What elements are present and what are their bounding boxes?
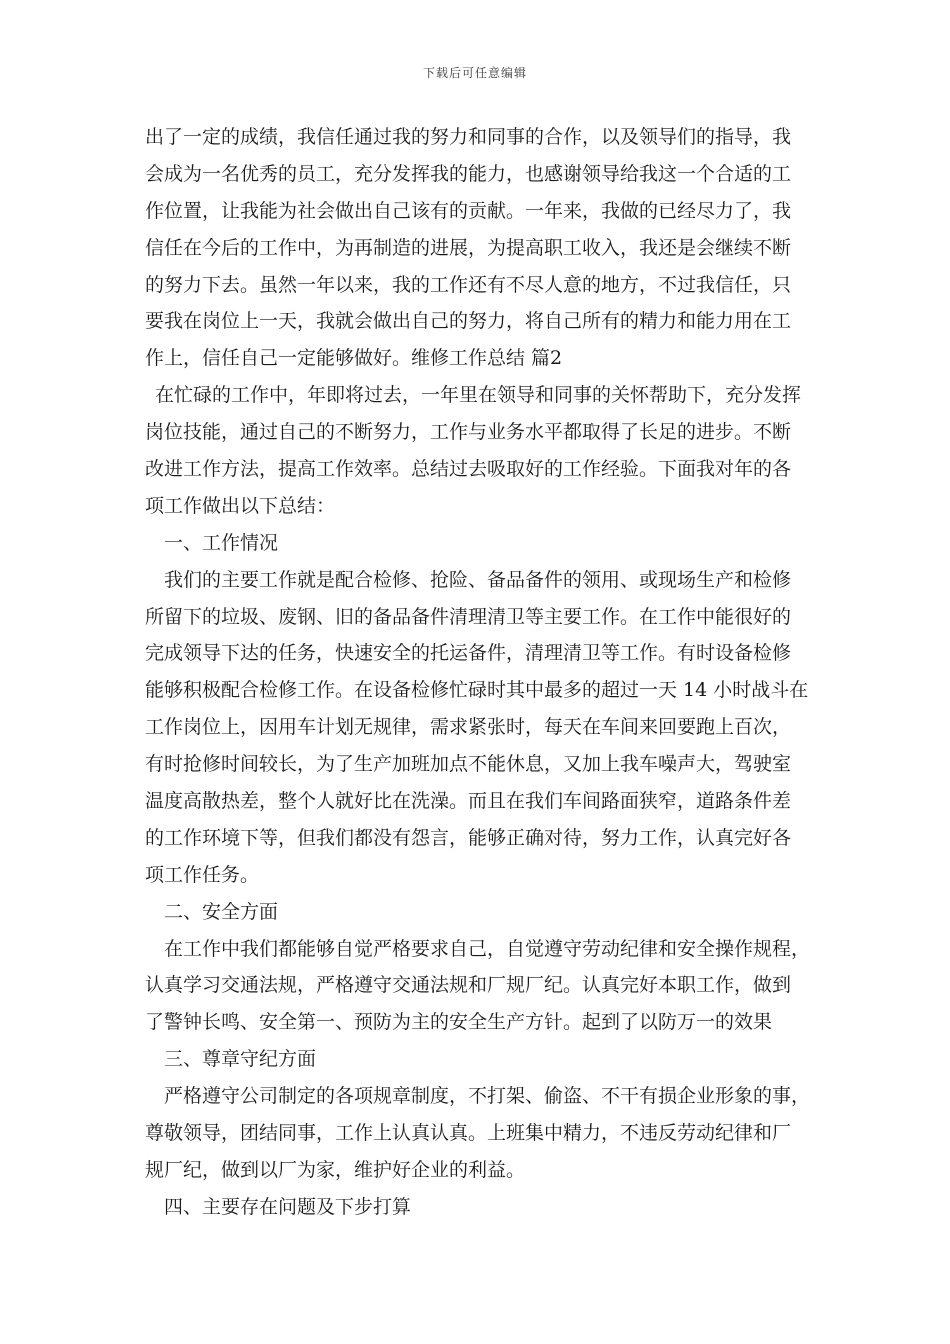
text-line: 出了一定的成绩，我信任通过我的努力和同事的合作，以及领导们的指导，我: [145, 126, 792, 148]
text-line: 三、尊章守纪方面: [164, 1048, 317, 1071]
text-line: 认真学习交通法规，严格遵守交通法规和厂规厂纪。认真完好本职工作，做到: [145, 974, 792, 997]
text-line: 严格遵守公司制定的各项规章制度，不打架、偷盗、不干有损企业形象的事，: [164, 1085, 811, 1108]
text-line: 能够积极配合检修工作。在设备检修忙碌时其中最多的超过一天 14 小时战斗在: [145, 679, 809, 702]
document-body: [145, 119, 815, 1226]
text-line: 的努力下去。虽然一年以来，我的工作还有不尽人意的地方，不过我信任，只: [145, 273, 792, 296]
text-line: 信任在今后的工作中，为再制造的进展，为提高职工收入，我还是会继续不断: [145, 236, 792, 259]
text-line: 四、主要存在问题及下步打算: [164, 1195, 412, 1218]
text-line: 在工作中我们都能够自觉严格要求自己，自觉遵守劳动纪律和安全操作规程，: [164, 937, 811, 960]
text-line: 完成领导下达的任务，快速安全的托运备件，清理清卫等工作。有时设备检修: [145, 642, 792, 665]
text-line: 所留下的垃圾、废钢、旧的备品备件清理清卫等主要工作。在工作中能很好的: [145, 605, 792, 628]
text-line: 项工作做出以下总结：: [145, 494, 336, 517]
text-line: 作位置，让我能为社会做出自己该有的贡献。一年来，我做的已经尽力了，我: [145, 199, 792, 222]
text-line: 尊敬领导，团结同事，工作上认真认真。上班集中精力，不违反劳动纪律和厂: [145, 1122, 792, 1145]
text-line: 的工作环境下等，但我们都没有怨言，能够正确对待，努力工作，认真完好各: [145, 826, 792, 849]
text-line: 温度高散热差，整个人就好比在洗澡。而且在我们车间路面狭窄，道路条件差: [145, 790, 792, 813]
text-line: 规厂纪，做到以厂为家，维护好企业的利益。: [145, 1158, 526, 1181]
text-line: 工作岗位上，因用车计划无规律，需求紧张时，每天在车间来回要跑上百次，: [145, 716, 792, 739]
text-line: 一、工作情况: [164, 531, 279, 554]
text-line: 了警钟长鸣、安全第一、预防为主的安全生产方针。起到了以防万一的效果: [145, 1011, 773, 1034]
text-line: 会成为一名优秀的员工，充分发挥我的能力，也感谢领导给我这一个合适的工: [145, 162, 792, 185]
text-line: 岗位技能，通过自己的不断努力，工作与业务水平都取得了长足的进步。不断: [145, 421, 792, 444]
text-line: 项工作任务。: [145, 863, 260, 886]
text-line: 改进工作方法，提高工作效率。总结过去吸取好的工作经验。下面我对年的各: [145, 458, 792, 481]
text-line: 要我在岗位上一天，我就会做出自己的努力，将自己所有的精力和能力用在工: [145, 310, 792, 333]
text-line: 二、安全方面: [164, 900, 279, 923]
text-line: 作上，信任自己一定能够做好。维修工作总结 篇2: [145, 347, 563, 370]
page-header: 下载后可任意编辑: [422, 66, 527, 80]
text-line: 有时抢修时间较长，为了生产加班加点不能休息，又加上我车噪声大，驾驶室: [145, 753, 792, 776]
text-line: 在忙碌的工作中，年即将过去，一年里在领导和同事的关怀帮助下，充分发挥: [155, 384, 802, 407]
text-line: 我们的主要工作就是配合检修、抢险、备品备件的领用、或现场生产和检修: [164, 568, 792, 591]
